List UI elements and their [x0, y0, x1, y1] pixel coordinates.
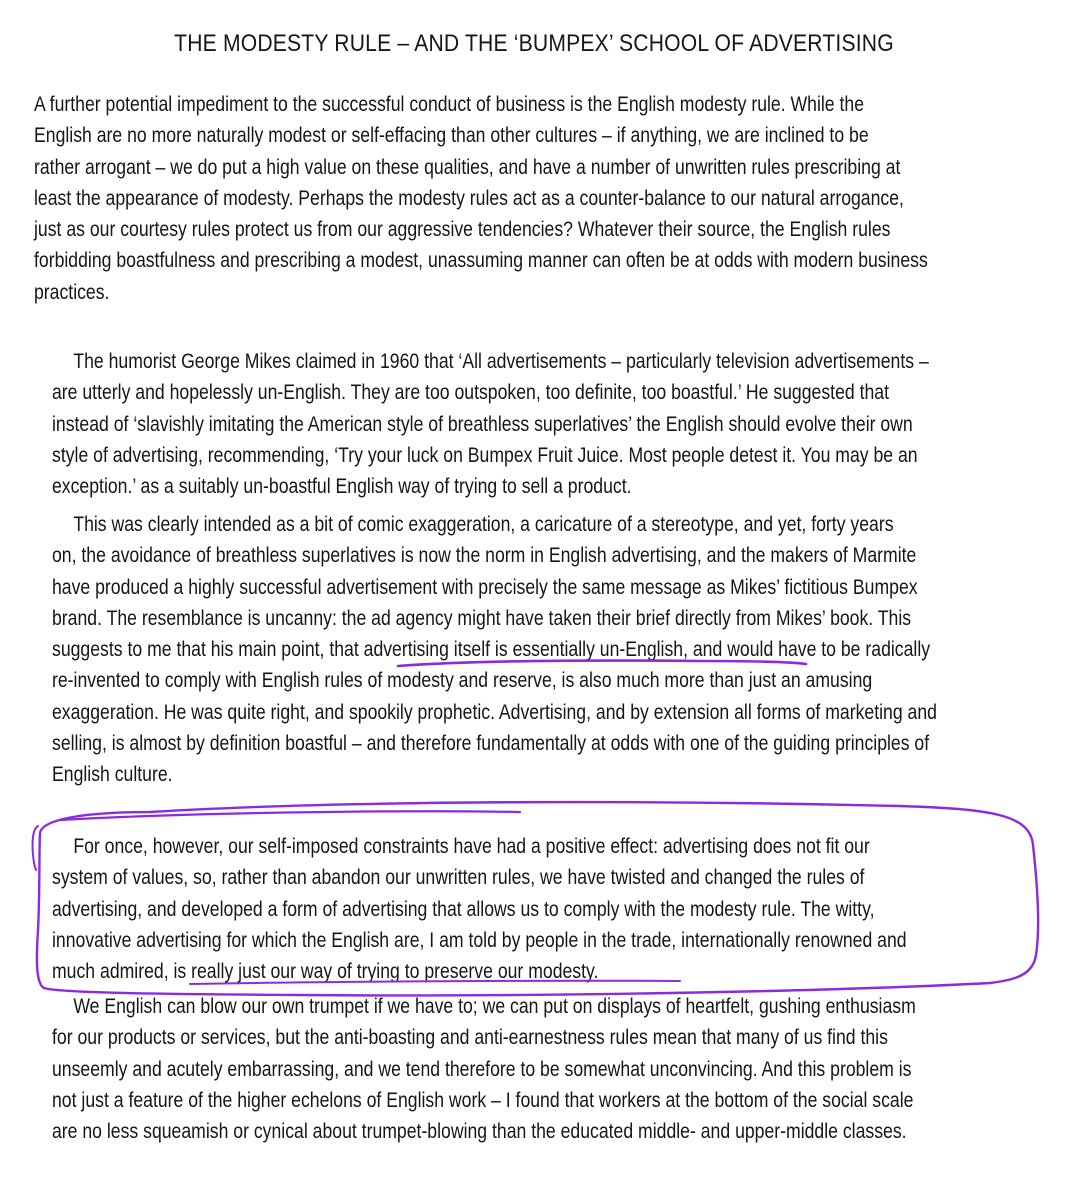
text-line: The humorist George Mikes claimed in 1960 that ‘All advertisements – particularly television advertisements –: [73, 349, 929, 373]
text-line: brand. The resemblance is uncanny: the ad agency might have taken their brief directly from Mikes’ book. This: [52, 605, 912, 630]
text-line: For once, however, our self-imposed constraints have had a positive effect: advertising does not fit our: [73, 834, 870, 858]
text-line: system of values, so, rather than abandon our unwritten rules, we have twisted and changed the rules of: [52, 865, 865, 890]
text-line: re-invented to comply with English rules of modesty and reserve, is also much more than just an amusing: [52, 668, 873, 693]
text-line: are utterly and hopelessly un-English. They are too outspoken, too definite, too boastful.’ He suggested that: [52, 380, 889, 405]
text-line: selling, is almost by definition boastful – and therefore fundamentally at odds with one of the guiding principles of: [52, 731, 930, 756]
paragraph-3: [52, 509, 937, 791]
text-line: for our products or services, but the anti-boasting and anti-earnestness rules mean that many of us find this: [52, 1025, 888, 1050]
text-line: forbidding boastfulness and prescribing a modest, unassuming manner can often be at odds with modern business: [34, 248, 928, 273]
paragraph-2: [52, 346, 929, 502]
text-line: We English can blow our own trumpet if we have to; we can put on displays of heartfelt, gushing enthusiasm: [73, 994, 916, 1018]
text-line: exception.’ as a suitably un-boastful English way of trying to sell a product.: [52, 474, 632, 499]
text-line: instead of ‘slavishly imitating the American style of breathless superlatives’ the English should evolve their own: [52, 411, 913, 436]
text-line: are no less squeamish or cynical about trumpet-blowing than the educated middle- and upper-middle classes.: [52, 1119, 907, 1144]
text-line: innovative advertising for which the English are, I am told by people in the trade, internationally renowned and: [52, 927, 907, 952]
paragraph-4-highlighted: [52, 831, 907, 987]
circle-annotation-left-loop: [33, 826, 39, 870]
text-line: exaggeration. He was quite right, and spookily prophetic. Advertising, and by extension all forms of marketing and: [52, 699, 937, 724]
text-line: unseemly and acutely embarrassing, and we tend therefore to be somewhat unconvincing. And this problem is: [52, 1056, 912, 1081]
text-line: suggests to me that his main point, that advertising itself is essentially un-English, and would have to be radically: [52, 637, 931, 662]
text-line: not just a feature of the higher echelons of English work – I found that workers at the bottom of the social scale: [52, 1087, 914, 1112]
text-line: just as our courtesy rules protect us from our aggressive tendencies? Whatever their source, the English rules: [34, 217, 891, 242]
text-line: much admired, is really just our way of trying to preserve our modesty.: [52, 959, 599, 984]
text-line: style of advertising, recommending, ‘Try your luck on Bumpex Fruit Juice. Most people detest it. You may be an: [52, 442, 918, 467]
text-line: on, the avoidance of breathless superlatives is now the norm in English advertising, and the makers of Marmite: [52, 543, 917, 568]
page-title: THE MODESTY RULE – AND THE ‘BUMPEX’ SCHOOL OF ADVERTISING: [174, 30, 894, 57]
paragraph-5: [52, 991, 916, 1147]
text-line: practices.: [34, 279, 110, 304]
text-line: rather arrogant – we do put a high value on these qualities, and have a number of unwritten rules prescribing at: [34, 154, 901, 179]
text-line: least the appearance of modesty. Perhaps the modesty rules act as a counter-balance to our natural arrogance,: [34, 185, 904, 210]
paragraph-1: [34, 89, 928, 308]
text-line: advertising, and developed a form of advertising that allows us to comply with the modesty rule. The witty,: [52, 896, 875, 921]
text-line: English culture.: [52, 762, 173, 787]
text-line: A further potential impediment to the successful conduct of business is the English modesty rule. While the: [34, 92, 865, 116]
text-line: have produced a highly successful advertisement with precisely the same message as Mikes’ fictitious Bumpex: [52, 574, 918, 599]
text-line: English are no more naturally modest or self-effacing than other cultures – if anything, we are inclined to be: [34, 123, 869, 148]
text-line: This was clearly intended as a bit of comic exaggeration, a caricature of a stereotype, and yet, forty years: [73, 512, 894, 536]
circle-annotation-overlap: [60, 811, 520, 820]
